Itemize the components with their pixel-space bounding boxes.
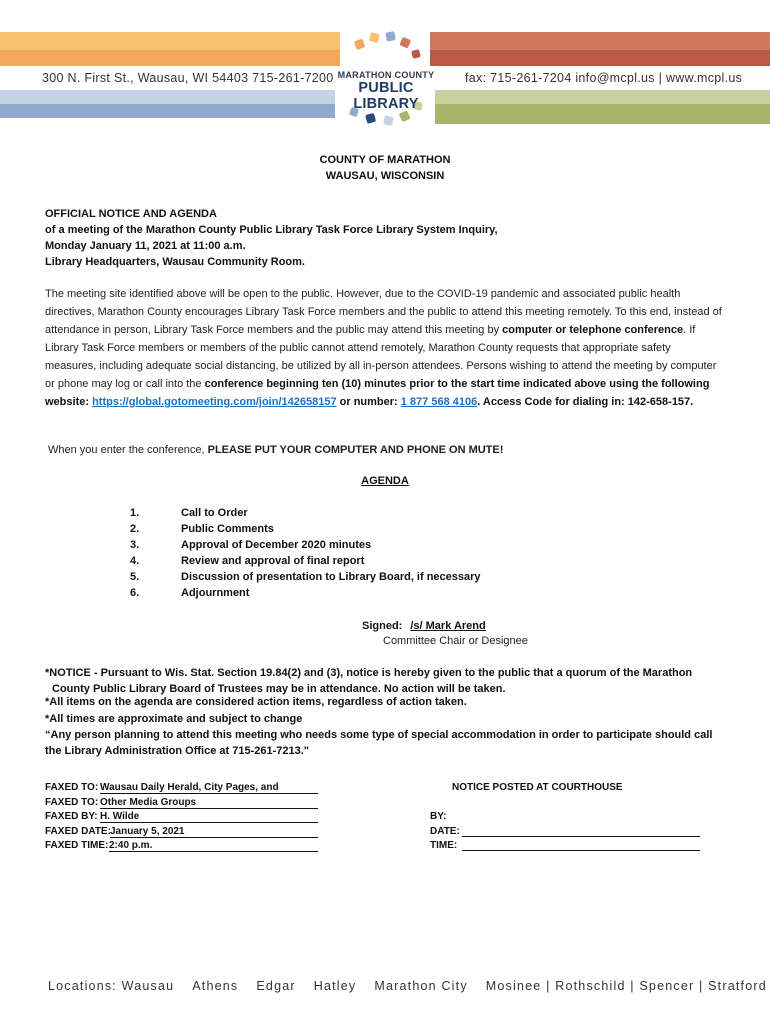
posted-by-row [430,811,462,822]
faxed-to-value: Wausau Daily Herald, City Pages, and [100,782,318,794]
notice-location-line: Library Headquarters, Wausau Community Room. [45,256,305,268]
accommodation-note-2: the Library Administration Office at 715-261-7213." [45,745,310,757]
city-heading: WAUSAU, WISCONSIN [325,170,445,182]
footer-locations [48,979,770,993]
mute-lead: When you enter the conference, [48,444,208,456]
mute-bold: PLEASE PUT YOUR COMPUTER AND PHONE ON MUTE! [207,444,504,456]
courthouse-posting-title: NOTICE POSTED AT COURTHOUSE [452,782,623,793]
paragraph-bold-4: . Access Code for dialing in: 142-658-157. [477,396,694,408]
agenda-item [130,507,481,523]
times-note: *All times are approximate and subject to change [45,713,303,725]
posted-by-label: BY: [430,811,447,822]
agenda-item-number: 4. [130,555,140,567]
letterhead-band-red [430,50,770,66]
location-wausau: Locations: Wausau [48,979,175,993]
faxed-to-label: FAXED TO: [45,797,99,808]
agenda-item-text: Review and approval of final report [181,555,365,567]
action-items-note: *All items on the agenda are considered action items, regardless of action taken. [45,696,467,708]
faxed-to-row [45,782,318,794]
phone-number-link[interactable]: 1 877 568 4106 [400,396,478,408]
accommodation-note-1: “Any person planning to attend this meeting who needs some type of special accommodation in order to participate should call [45,729,713,741]
library-logo [330,28,442,128]
agenda-item [130,555,481,571]
library-address: 300 N. First St., Wausau, WI 54403 715-261-7200 [42,71,334,85]
letterhead-band-rose [430,32,770,50]
posted-date-line [462,826,700,837]
faxed-to-value: Other Media Groups [100,797,318,809]
notice-date-line: Monday January 11, 2021 at 11:00 a.m. [45,240,246,252]
library-contact: fax: 715-261-7204 info@mcpl.us | www.mcpl.us [465,71,743,85]
agenda-list [130,507,481,603]
faxed-date-value: January 5, 2021 [110,826,318,838]
faxed-to-row-2 [45,797,318,809]
letterhead-band-blue [0,104,335,118]
agenda-item [130,571,481,587]
county-heading: COUNTY OF MARATHON [319,154,451,166]
posted-time-row [430,840,700,851]
letterhead-band-lightgreen [435,90,770,104]
agenda-item-text: Approval of December 2020 minutes [181,539,372,551]
logo-text-top: MARATHON COUNTY [337,70,435,80]
signer-name: /s/ Mark Arend [410,620,486,632]
posted-time-label: TIME: [430,840,458,851]
agenda-item-number: 2. [130,523,140,535]
faxed-date-row [45,826,318,838]
faxed-by-value: H. Wilde [100,811,318,823]
meeting-paragraph [45,285,725,411]
paragraph-bold-3: or number: [336,396,401,408]
posted-time-line [462,840,700,851]
agenda-item-number: 6. [130,587,140,599]
faxed-by-label: FAXED BY: [45,811,98,822]
letterhead-band-green [435,104,770,124]
signed-label: Signed: [362,620,403,632]
agenda-item-text: Public Comments [181,523,274,535]
agenda-item [130,587,481,603]
faxed-time-row [45,840,318,852]
mute-instruction [48,444,503,456]
faxed-to-label: FAXED TO: [45,782,99,793]
location-others: Mosinee | Rothschild | Spencer | Stratford [485,979,767,993]
letterhead-band-yellow [0,32,340,50]
paragraph-text-1: The meeting site identified above will be open to the public. However, due to the COVID-19 pandemic and associated public health directives, Marathon County encourages Library Task Force members and the public to attend this meeting remotely. To this end, instead of attendance in person, Library Task Force members and the public may attend this meeting by [45,288,722,336]
location-marathon-city: Marathon City [374,979,468,993]
agenda-item-number: 3. [130,539,140,551]
faxed-time-label: FAXED TIME: [45,840,109,851]
letterhead-band-orange [0,50,340,66]
quorum-notice-2: County Public Library Board of Trustees may be in attendance. No action will be taken. [52,683,506,695]
paragraph-bold-1: computer or telephone conference [502,324,684,336]
faxed-date-label: FAXED DATE: [45,826,111,837]
agenda-item-text: Adjournment [181,587,250,599]
location-hatley: Hatley [313,979,357,993]
signer-title: Committee Chair or Designee [383,635,528,647]
signed-line [362,620,486,632]
notice-meeting-line: of a meeting of the Marathon County Public Library Task Force Library System Inquiry, [45,224,498,236]
location-edgar: Edgar [256,979,296,993]
gotomeeting-link[interactable]: https://global.gotomeeting.com/join/142658157 [92,396,337,408]
letterhead-band-lightblue [0,90,335,104]
paragraph-text-2: . If Library Task Force members or members of the public cannot attend remotely, Marathon County requests that appropriate safety measures, including adequate social distancing, be utilized by all in-person attendees. Persons wishing to attend the meeting by computer or phone may log or call into the [45,324,717,390]
posted-date-row [430,826,700,837]
quorum-notice-1: *NOTICE - Pursuant to Wis. Stat. Section 19.84(2) and (3), notice is hereby given to the public that a quorum of the Marathon [45,667,693,679]
agenda-item-text: Discussion of presentation to Library Board, if necessary [181,571,481,583]
logo-text-main: PUBLIC LIBRARY [353,80,419,112]
agenda-item [130,539,481,555]
location-athens: Athens [192,979,239,993]
agenda-heading: AGENDA [361,475,409,487]
posted-date-label: DATE: [430,826,460,837]
paragraph-bold-2: conference beginning ten (10) minutes prior to the start time indicated above using the following website: [45,378,710,408]
agenda-item [130,523,481,539]
agenda-item-number: 1. [130,507,140,519]
agenda-item-number: 5. [130,571,140,583]
faxed-by-row [45,811,318,823]
notice-title: OFFICIAL NOTICE AND AGENDA [45,208,217,220]
faxed-time-value: 2:40 p.m. [109,840,318,852]
agenda-item-text: Call to Order [181,507,248,519]
